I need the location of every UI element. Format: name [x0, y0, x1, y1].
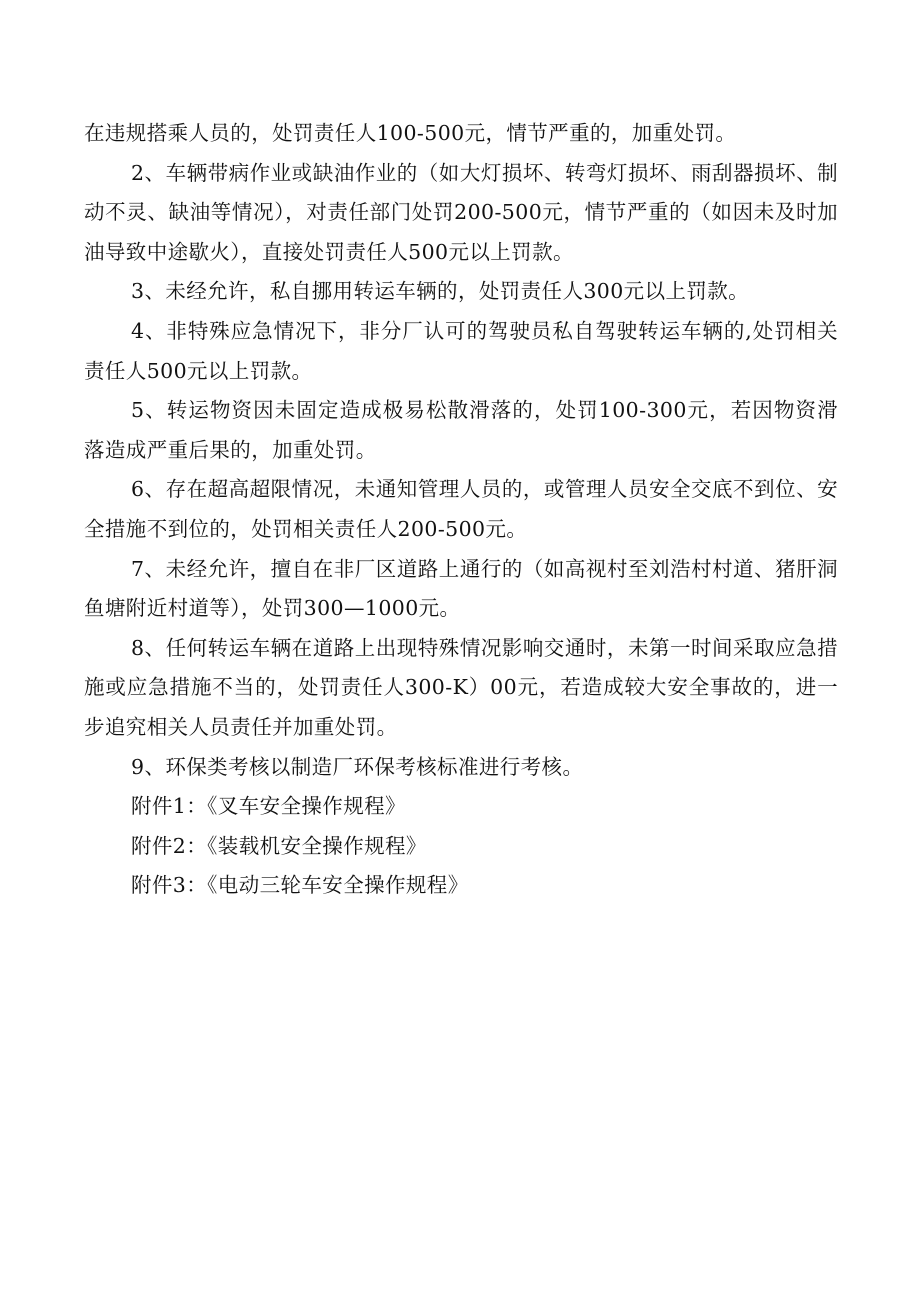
paragraph-item-8: 8、任何转运车辆在道路上出现特殊情况影响交通时，未第一时间采取应急措施或应急措施不当的，处罚责任人300-K）00元，若造成较大安全事故的，进一步追究相关人员责任并加重处罚。: [84, 635, 838, 739]
document-body: [84, 114, 838, 906]
attachment-3: 附件3：《电动三轮车安全操作规程》: [131, 873, 469, 898]
paragraph-item-3: 3、未经允许，私自挪用转运车辆的，处罚责任人300元以上罚款。: [131, 279, 750, 304]
paragraph-continuation: 在违规搭乘人员的，处罚责任人100-500元，情节严重的，加重处罚。: [84, 121, 737, 145]
attachment-1: 附件1：《叉车安全操作规程》: [131, 794, 406, 819]
attachment-2: 附件2：《装载机安全操作规程》: [131, 833, 427, 858]
paragraph-item-7: 7、未经允许，擅自在非厂区道路上通行的（如高视村至刘浩村村道、猪肝洞鱼塘附近村道等），处罚300—1000元。: [84, 556, 838, 621]
paragraph-item-2: 2、车辆带病作业或缺油作业的（如大灯损坏、转弯灯损坏、雨刮器损坏、制动不灵、缺油等情况），对责任部门处罚200-500元，情节严重的（如因未及时加油导致中途歇火），直接处罚责任人500元以上罚款。: [84, 160, 838, 264]
paragraph-item-6: 6、存在超高超限情况，未通知管理人员的，或管理人员安全交底不到位、安全措施不到位的，处罚相关责任人200-500元。: [84, 477, 838, 541]
paragraph-item-4: 4、非特殊应急情况下，非分厂认可的驾驶员私自驾驶转运车辆的,处罚相关责任人500元以上罚款。: [84, 318, 838, 383]
paragraph-item-9: 9、环保类考核以制造厂环保考核标准进行考核。: [131, 754, 584, 779]
paragraph-item-5: 5、转运物资因未固定造成极易松散滑落的，处罚100-300元，若因物资滑落造成严重后果的，加重处罚。: [84, 398, 838, 462]
